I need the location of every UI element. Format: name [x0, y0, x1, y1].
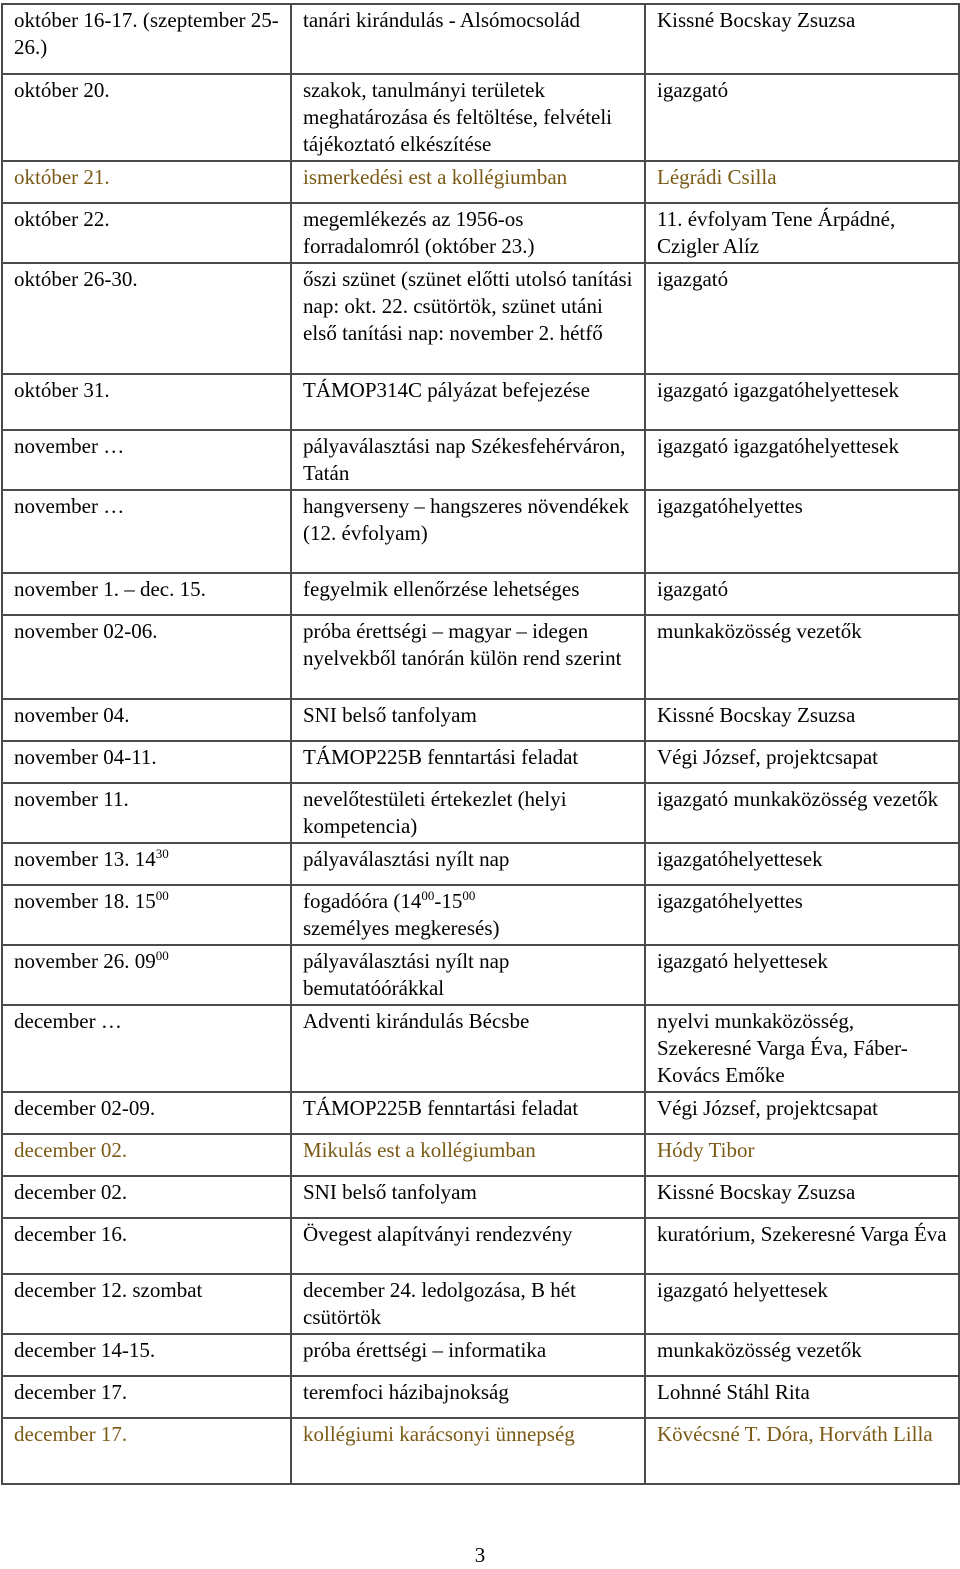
- table-row: [2, 741, 959, 783]
- date-cell: [2, 843, 291, 885]
- event-cell: szakok, tanulmányi területek meghatározása és feltöltése, felvételi tájékoztató elkészítése: [291, 74, 645, 161]
- responsible-cell: igazgató igazgatóhelyettesek: [645, 374, 959, 430]
- page-number: 3: [474, 1543, 486, 1567]
- table-row: [2, 1334, 959, 1376]
- date-cell: október 21.: [2, 161, 291, 203]
- responsible-cell: igazgató helyettesek: [645, 945, 959, 1005]
- date-cell: november 02-06.: [2, 615, 291, 699]
- event-cell: megemlékezés az 1956-os forradalomról (október 23.): [291, 203, 645, 263]
- event-cell: Adventi kirándulás Bécsbe: [291, 1005, 645, 1092]
- date-cell: december 02.: [2, 1134, 291, 1176]
- date-cell: november 11.: [2, 783, 291, 843]
- date-text: november 26. 09: [14, 949, 156, 973]
- responsible-cell: Kövécsné T. Dóra, Horváth Lilla: [645, 1418, 959, 1484]
- table-row: [2, 1376, 959, 1418]
- responsible-cell: Kissné Bocskay Zsuzsa: [645, 699, 959, 741]
- date-cell: október 22.: [2, 203, 291, 263]
- table-row: [2, 1092, 959, 1134]
- table-row: [2, 615, 959, 699]
- table-row: [2, 1005, 959, 1092]
- date-cell: november …: [2, 430, 291, 490]
- event-cell: őszi szünet (szünet előtti utolsó tanítási nap: okt. 22. csütörtök, szünet utáni első tanítási nap: november 2. hétfő: [291, 263, 645, 374]
- event-cell: pályaválasztási nyílt nap: [291, 843, 645, 885]
- date-cell: december 17.: [2, 1418, 291, 1484]
- responsible-cell: Kissné Bocskay Zsuzsa: [645, 1176, 959, 1218]
- date-cell: december 12. szombat: [2, 1274, 291, 1334]
- table-row: [2, 74, 959, 161]
- event-cell: hangverseny – hangszeres növendékek (12. évfolyam): [291, 490, 645, 573]
- responsible-cell: kuratórium, Szekeresné Varga Éva: [645, 1218, 959, 1274]
- date-cell: november 04.: [2, 699, 291, 741]
- event-cell: SNI belső tanfolyam: [291, 1176, 645, 1218]
- date-cell: november …: [2, 490, 291, 573]
- date-cell: december …: [2, 1005, 291, 1092]
- event-cell: tanári kirándulás - Alsómocsolád: [291, 4, 645, 74]
- date-cell: október 31.: [2, 374, 291, 430]
- table-row: [2, 1418, 959, 1484]
- time-superscript: 00: [155, 948, 169, 963]
- event-text: fogadóóra (14: [303, 889, 422, 913]
- date-cell: [2, 885, 291, 945]
- responsible-cell: Lohnné Stáhl Rita: [645, 1376, 959, 1418]
- date-cell: október 20.: [2, 74, 291, 161]
- event-cell: fegyelmik ellenőrzése lehetséges: [291, 573, 645, 615]
- date-cell: december 14-15.: [2, 1334, 291, 1376]
- table-row: [2, 430, 959, 490]
- responsible-cell: 11. évfolyam Tene Árpádné, Czigler Alíz: [645, 203, 959, 263]
- date-cell: október 16-17. (szeptember 25-26.): [2, 4, 291, 74]
- responsible-cell: Végi József, projektcsapat: [645, 741, 959, 783]
- responsible-cell: igazgató: [645, 74, 959, 161]
- event-cell: TÁMOP225B fenntartási feladat: [291, 741, 645, 783]
- date-cell: [2, 945, 291, 1005]
- table-row: [2, 4, 959, 74]
- event-cell: Övegest alapítványi rendezvény: [291, 1218, 645, 1274]
- date-text: november 13. 14: [14, 847, 156, 871]
- table-row: [2, 490, 959, 573]
- table-row: [2, 374, 959, 430]
- responsible-cell: igazgatóhelyettes: [645, 885, 959, 945]
- event-cell: Mikulás est a kollégiumban: [291, 1134, 645, 1176]
- event-text: -15: [434, 889, 463, 913]
- event-text: személyes megkeresés): [303, 916, 500, 940]
- table-row: [2, 699, 959, 741]
- event-cell: TÁMOP314C pályázat befejezése: [291, 374, 645, 430]
- event-cell: ismerkedési est a kollégiumban: [291, 161, 645, 203]
- table-row: [2, 1134, 959, 1176]
- time-superscript: 00: [155, 888, 169, 903]
- table-row: [2, 1176, 959, 1218]
- date-cell: december 16.: [2, 1218, 291, 1274]
- responsible-cell: igazgató: [645, 573, 959, 615]
- table-row: [2, 783, 959, 843]
- table-row: [2, 161, 959, 203]
- date-cell: november 1. – dec. 15.: [2, 573, 291, 615]
- responsible-cell: munkaközösség vezetők: [645, 1334, 959, 1376]
- responsible-cell: nyelvi munkaközösség, Szekeresné Varga Éva, Fáber-Kovács Emőke: [645, 1005, 959, 1092]
- table-row: [2, 945, 959, 1005]
- responsible-cell: Légrádi Csilla: [645, 161, 959, 203]
- date-cell: október 26-30.: [2, 263, 291, 374]
- event-cell: SNI belső tanfolyam: [291, 699, 645, 741]
- date-cell: december 17.: [2, 1376, 291, 1418]
- event-cell: teremfoci házibajnokság: [291, 1376, 645, 1418]
- table-row: [2, 573, 959, 615]
- date-cell: december 02.: [2, 1176, 291, 1218]
- responsible-cell: igazgató igazgatóhelyettesek: [645, 430, 959, 490]
- date-cell: november 04-11.: [2, 741, 291, 783]
- schedule-table: [1, 3, 960, 1485]
- table-row: [2, 263, 959, 374]
- time-superscript: 00: [421, 888, 435, 903]
- responsible-cell: Végi József, projektcsapat: [645, 1092, 959, 1134]
- responsible-cell: igazgató munkaközösség vezetők: [645, 783, 959, 843]
- responsible-cell: igazgatóhelyettesek: [645, 843, 959, 885]
- event-cell: december 24. ledolgozása, B hét csütörtök: [291, 1274, 645, 1334]
- responsible-cell: Hódy Tibor: [645, 1134, 959, 1176]
- event-cell: nevelőtestületi értekezlet (helyi kompetencia): [291, 783, 645, 843]
- event-cell: TÁMOP225B fenntartási feladat: [291, 1092, 645, 1134]
- responsible-cell: igazgató: [645, 263, 959, 374]
- event-cell: pályaválasztási nap Székesfehérváron, Tatán: [291, 430, 645, 490]
- table-row: [2, 885, 959, 945]
- time-superscript: 00: [462, 888, 476, 903]
- responsible-cell: Kissné Bocskay Zsuzsa: [645, 4, 959, 74]
- table-row: [2, 843, 959, 885]
- event-cell: kollégiumi karácsonyi ünnepség: [291, 1418, 645, 1484]
- event-cell: pályaválasztási nyílt nap bemutatóórákkal: [291, 945, 645, 1005]
- event-cell: próba érettségi – magyar – idegen nyelvekből tanórán külön rend szerint: [291, 615, 645, 699]
- event-cell: próba érettségi – informatika: [291, 1334, 645, 1376]
- date-text: november 18. 15: [14, 889, 156, 913]
- event-cell: [291, 885, 645, 945]
- table-row: [2, 1218, 959, 1274]
- date-cell: december 02-09.: [2, 1092, 291, 1134]
- table-row: [2, 203, 959, 263]
- table-row: [2, 1274, 959, 1334]
- responsible-cell: igazgatóhelyettes: [645, 490, 959, 573]
- time-superscript: 30: [155, 846, 169, 861]
- responsible-cell: munkaközösség vezetők: [645, 615, 959, 699]
- responsible-cell: igazgató helyettesek: [645, 1274, 959, 1334]
